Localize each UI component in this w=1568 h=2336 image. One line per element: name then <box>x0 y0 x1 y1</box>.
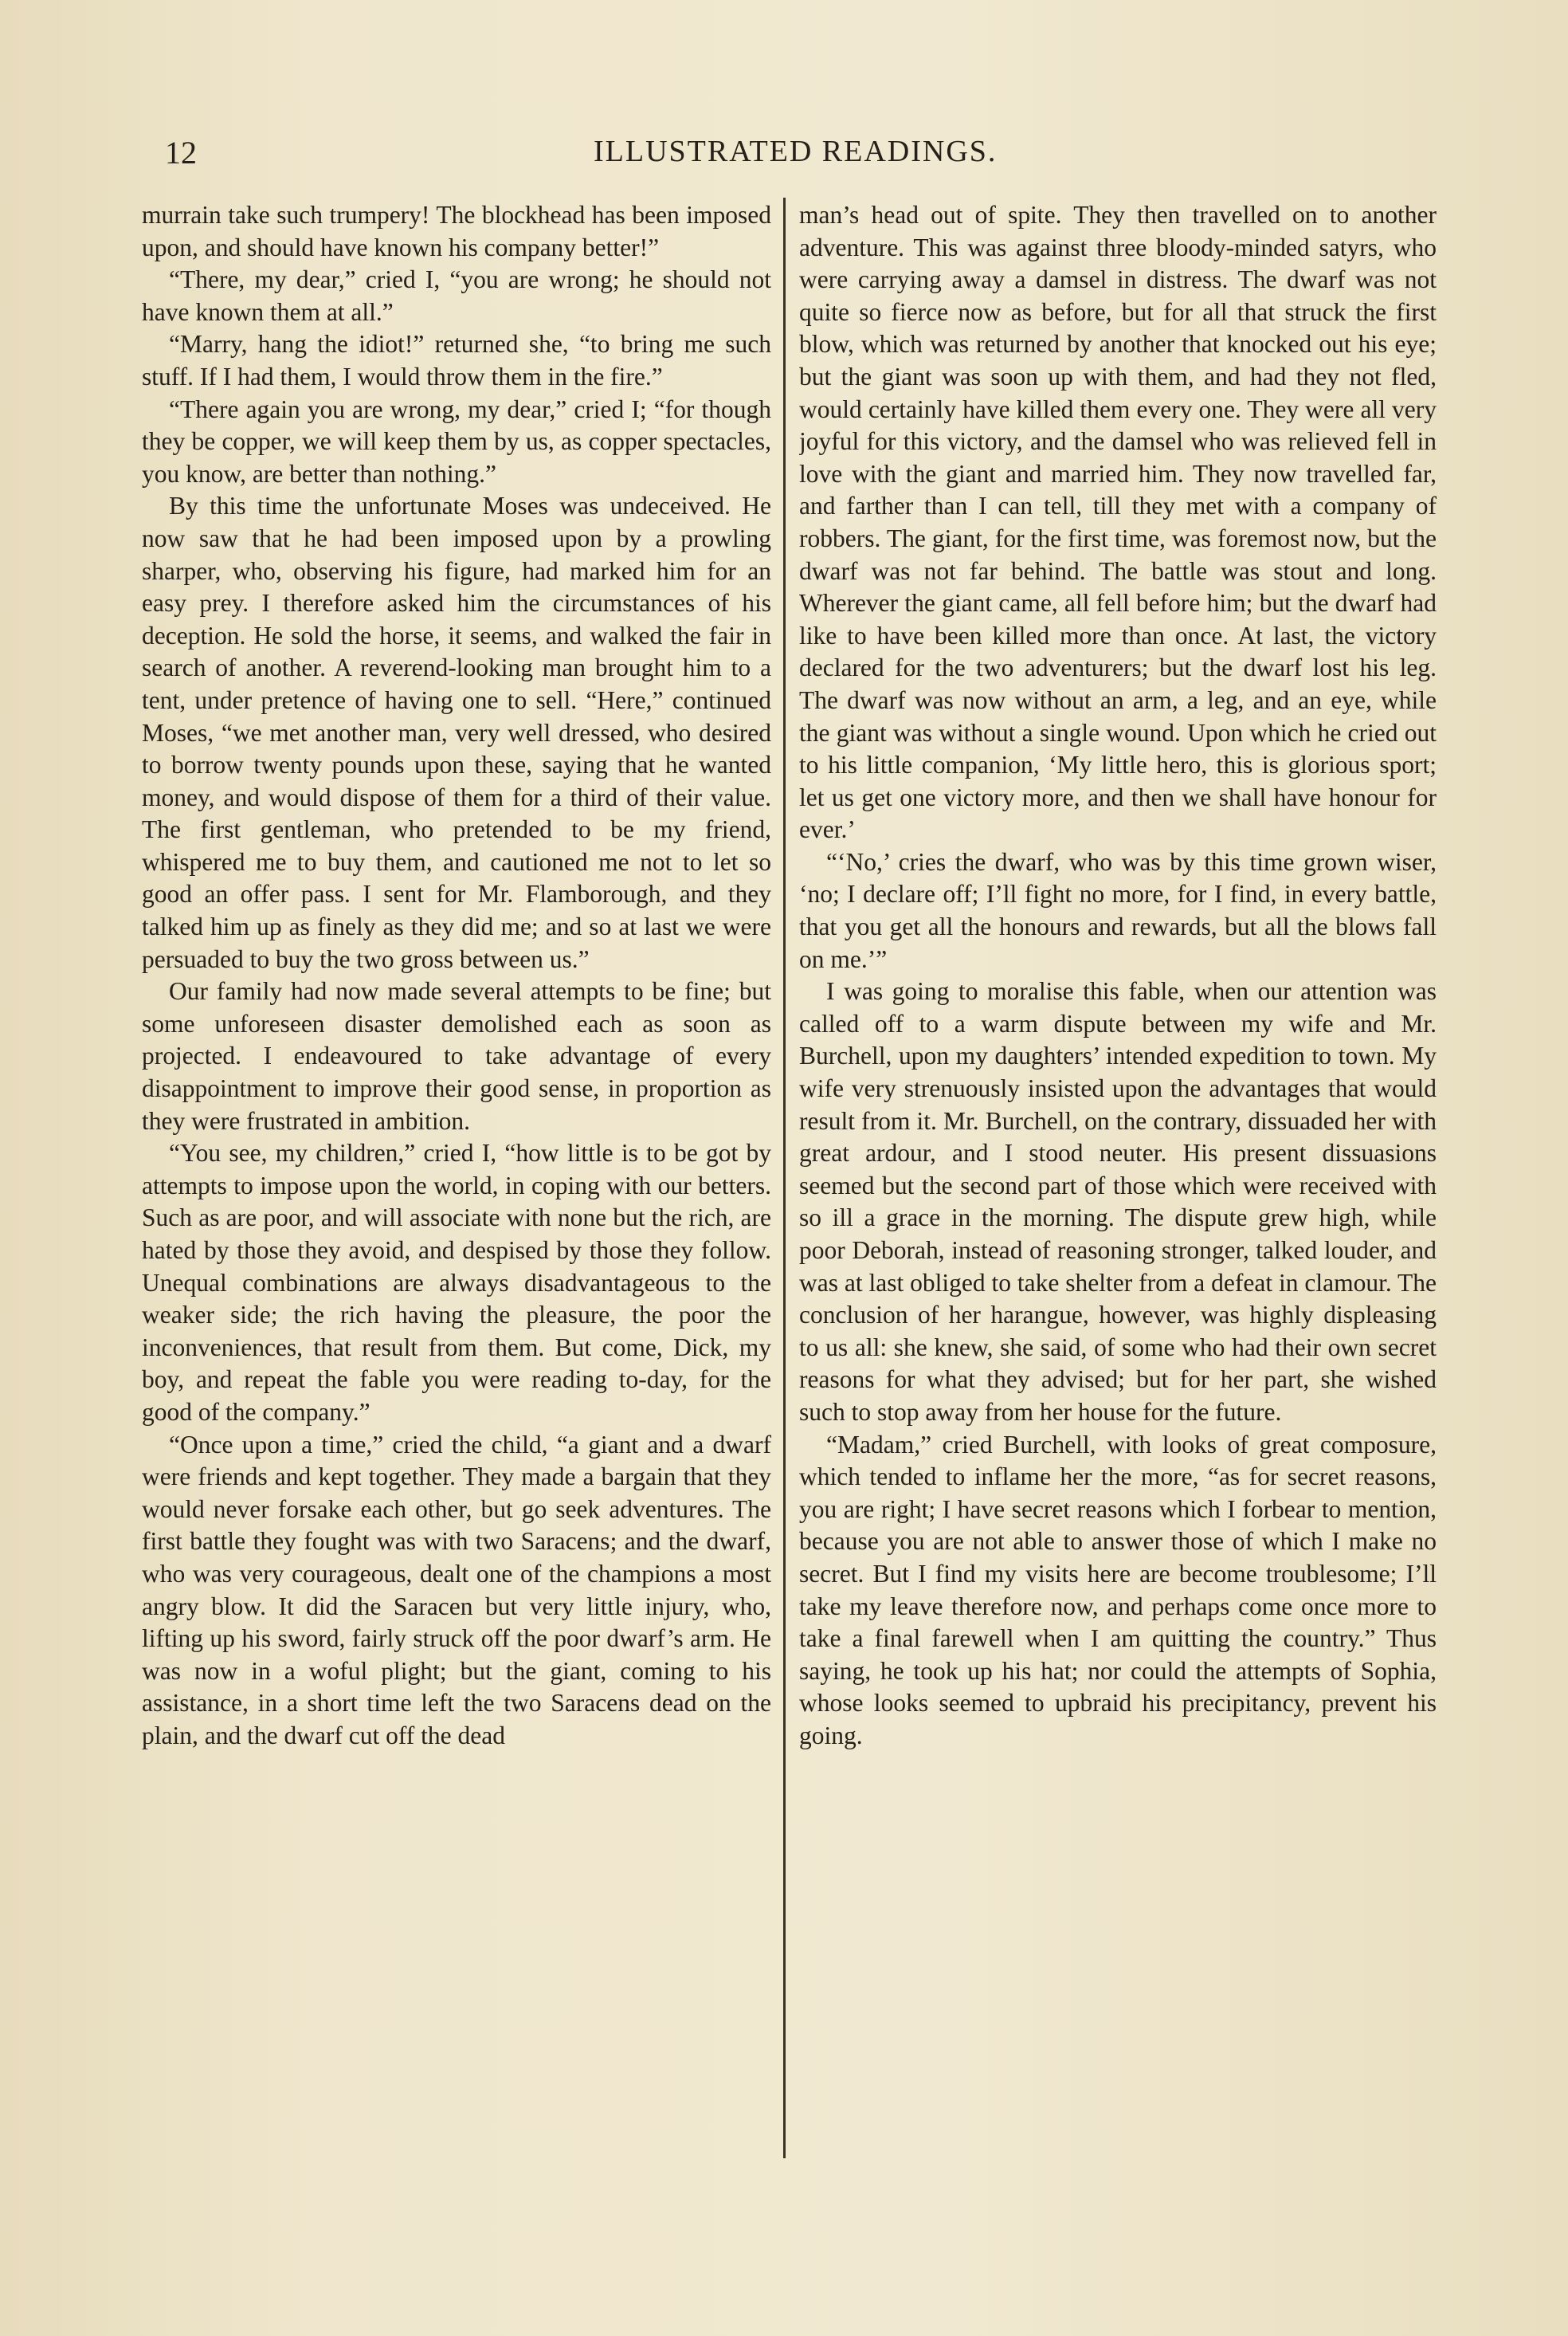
paragraph: Our family had now made several attempts to be fine; but some unforeseen disaster demolished each as soon as projected. I endeavoured to take advantage of every disappointment to improve their good sense, in proportion as they were frustrated in ambition. <box>142 977 771 1135</box>
paragraph: murrain take such trumpery! The blockhead has been imposed upon, and should have known his company better!” <box>142 201 771 261</box>
paragraph: “There again you are wrong, my dear,” cried I; “for though they be copper, we will keep them by us, as copper spectacles, you know, are better than nothing.” <box>142 395 771 488</box>
paragraph: “‘No,’ cries the dwarf, who was by this time grown wiser, ‘no; I declare off; I’ll fight no more, for I find, in every battle, that you get all the honours and rewards, but all the blows fall on me.’” <box>799 847 1437 973</box>
running-header <box>155 134 1442 182</box>
column-divider <box>783 198 786 2158</box>
paragraph: “There, my dear,” cried I, “you are wrong; he should not have known them at all.” <box>142 265 771 326</box>
paragraph: man’s head out of spite. They then travelled on to another adventure. This was against three bloody-minded satyrs, who were carrying away a damsel in distress. The dwarf was not quite so fierce now as before, but for all that struck the first blow, which was returned by another that knocked out his eye; but the giant was soon up with them, and had they not fled, would certainly have killed them every one. They were all very joyful for this victory, and the damsel who was relieved fell in love with the giant and married him. They now travelled far, and farther than I can tell, till they met with a company of robbers. The giant, for the first time, was foremost now, but the dwarf was not far behind. The battle was stout and long. Wherever the giant came, all fell before him; but the dwarf had like to have been killed more than once. At last, the victory declared for the two adventurers; but the dwarf lost his leg. The dwarf was now without an arm, a leg, and an eye, while the giant was without a single wound. Upon which he cried out to his little companion, ‘My little hero, this is glorious sport; let us get one victory more, and then we shall have honour for ever.’ <box>799 201 1437 844</box>
left-column <box>142 199 771 2160</box>
paragraph: “You see, my children,” cried I, “how little is to be got by attempts to impose upon the world, in coping with our betters. Such as are poor, and will associate with none but the rich, are hated by those they avoid, and despised by those they follow. Unequal combinations are always disadvantageous to the weaker side; the rich having the pleasure, the poor the inconveniences, that result from them. But come, Dick, my boy, and repeat the fable you were reading to-day, for the good of the company.” <box>142 1139 771 1426</box>
page-number: 12 <box>165 135 197 171</box>
running-title: ILLUSTRATED READINGS. <box>594 135 998 168</box>
paragraph: “Marry, hang the idiot!” returned she, “to bring me such stuff. If I had them, I would throw them in the fire.” <box>142 330 771 391</box>
paragraph: “Madam,” cried Burchell, with looks of great composure, which tended to inflame her the more, “as for secret reasons, you are right; I have secret reasons which I forbear to mention, because you are not able to answer those of which I make no secret. But I find my visits here are become troublesome; I’ll take my leave therefore now, and perhaps come once more to take a final farewell when I am quitting the country.” Thus saying, he took up his hat; nor could the attempts of Sophia, whose looks seemed to upbraid his precipitancy, prevent his going. <box>799 1430 1437 1749</box>
right-column <box>799 199 1437 2160</box>
paragraph: By this time the unfortunate Moses was undeceived. He now saw that he had been imposed upon by a prowling sharper, who, observing his figure, had marked him for an easy prey. I therefore asked him the circumstances of his deception. He sold the horse, it seems, and walked the fair in search of another. A reverend-looking man brought him to a tent, under pretence of having one to sell. “Here,” continued Moses, “we met another man, very well dressed, who desired to borrow twenty pounds upon these, saying that he wanted money, and would dispose of them for a third of their value. The first gentleman, who pretended to be my friend, whispered me to buy them, and cautioned me not to let so good an offer pass. I sent for Mr. Flamborough, and they talked him up as finely as they did me; and so at last we were persuaded to buy the two gross between us.” <box>142 492 771 973</box>
paragraph: I was going to moralise this fable, when our attention was called off to a warm dispute between my wife and Mr. Burchell, upon my daughters’ intended expedition to town. My wife very strenuously insisted upon the advantages that would result from it. Mr. Burchell, on the contrary, dissuaded her with great ardour, and I stood neuter. His present dissuasions seemed but the second part of those which were received with so ill a grace in the morning. The dispute grew high, while poor Deborah, instead of reasoning stronger, talked louder, and was at last obliged to take shelter from a defeat in clamour. The conclusion of her harangue, however, was highly displeasing to us all: she knew, she said, of some who had their own secret reasons for what they advised; but for her part, she wished such to stop away from her house for the future. <box>799 977 1437 1426</box>
paragraph: “Once upon a time,” cried the child, “a giant and a dwarf were friends and kept together. They made a bargain that they would never forsake each other, but go seek adventures. The first battle they fought was with two Saracens; and the dwarf, who was very courageous, dealt one of the champions a most angry blow. It did the Saracen but very little injury, who, lifting up his sword, fairly struck off the poor dwarf’s arm. He was now in a woful plight; but the giant, coming to his assistance, in a short time left the two Saracens dead on the plain, and the dwarf cut off the dead <box>142 1430 771 1749</box>
